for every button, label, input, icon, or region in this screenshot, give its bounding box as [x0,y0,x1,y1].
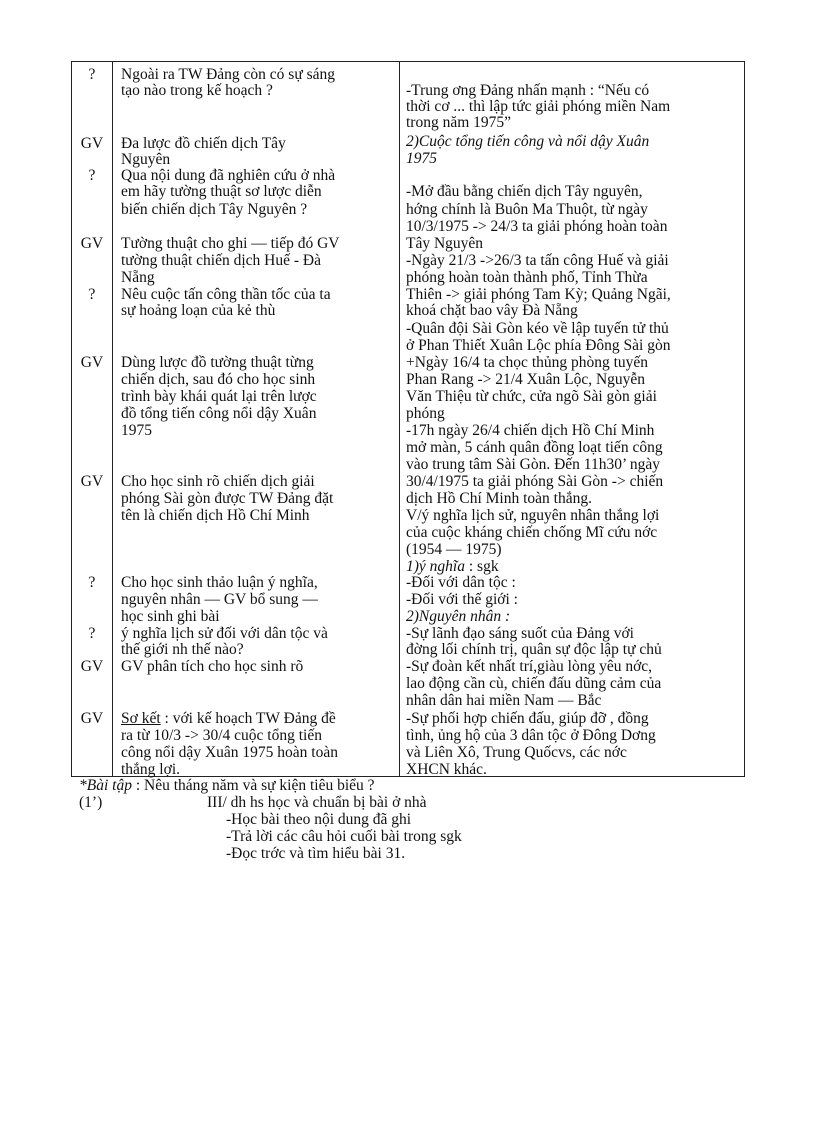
role-cell: ? [88,625,96,642]
meaning-text: : sgk [468,558,499,575]
teacher-line: ý nghĩa lịch sử đối với dân tộc và [121,625,328,642]
content-line: vào trung tâm Sài Gòn. Đến 11h30’ ngày [406,456,660,473]
content-line: ở Phan Thiết Xuân Lộc phía Đông Sài gòn [406,337,671,354]
teacher-line [121,711,336,727]
role-cell: GV [80,473,104,490]
teacher-line: nguyên nhân — GV bổ sung — [121,591,318,608]
teacher-line: chiến dịch, sau đó cho học sinh [121,371,316,388]
content-line: -Sự lãnh đạo sáng suốt của Đảng với [406,625,634,642]
content-line [406,559,499,575]
homework-task: -Học bài theo nội dung đã ghi [226,811,412,828]
content-line: -Đối với dân tộc : [406,574,516,591]
teacher-line: tên là chiến dịch Hồ Chí Minh [121,507,310,524]
teacher-line: phóng Sài gòn được TW Đảng đặt [121,490,334,507]
role-cell: ? [88,574,96,591]
teacher-line: em hãy tường thuật sơ lược diễn [121,183,322,200]
content-line: thời cơ ... thì lập tức giải phóng miền Nam [406,98,671,115]
content-line: -Sự đoàn kết nhất trí,giàu lòng yêu nớc, [406,658,653,675]
content-line: phóng [406,405,445,422]
role-cell: GV [80,135,104,152]
content-line: XHCN khác. [406,761,487,778]
teacher-line: Dùng lược đồ tường thuật từng [121,354,314,371]
role-cell: ? [88,286,96,303]
teacher-line: ra từ 10/3 -> 30/4 cuộc tổng tiến [121,727,322,744]
content-heading: 1975 [406,150,437,167]
exercise-text: : Nêu tháng năm và sự kiện tiêu biểu ? [135,777,375,794]
teacher-line: sự hoảng loạn của kẻ thù [121,302,276,319]
content-line: -Trung ơng Đảng nhấn mạnh : “Nếu có [406,82,650,99]
content-line: -Đối với thế giới : [406,591,518,608]
content-line: của cuộc kháng chiến chống Mĩ cứu nớc [406,524,658,541]
teacher-line: Cho học sinh thảo luận ý nghĩa, [121,574,318,591]
content-line: Thiên -> giải phóng Tam Kỳ; Quảng Ngãi, [406,286,671,303]
content-line: V/ý nghĩa lịch sử, nguyên nhân thắng lợi [406,507,660,524]
content-heading: 2)Cuộc tổng tiến công và nổi dậy Xuân [406,133,650,150]
content-line: đờng lối chính trị, quân sự độc lập tự chủ [406,641,662,658]
teacher-line: Qua nội dung đã nghiên cứu ở nhà [121,167,336,184]
content-line: lao động cần cù, chiến đấu dũng cảm của [406,675,662,692]
teacher-line: Nẵng [121,269,155,286]
teacher-line: biến chiến dịch Tây Nguyên ? [121,201,308,218]
homework-task: -Trả lời các câu hỏi cuối bài trong sgk [226,828,462,845]
role-cell: GV [80,710,104,727]
role-cell: GV [80,235,104,252]
content-line: -Mở đầu bằng chiến dịch Tây nguyên, [406,183,643,200]
content-line: trong năm 1975” [406,114,512,131]
teacher-line: Cho học sinh rõ chiến dịch giải [121,473,315,490]
teacher-line: Tường thuật cho ghi — tiếp đó GV [121,235,340,252]
homework-task: -Đọc trớc và tìm hiểu bài 31. [226,845,406,862]
content-line: 10/3/1975 -> 24/3 ta giải phóng hoàn toàn [406,218,668,235]
teacher-line: thế giới nh thế nào? [121,641,244,658]
role-cell: ? [88,167,96,184]
content-line: -Quân đội Sài Gòn kéo về lập tuyến tử thủ [406,320,669,337]
content-line: phóng hoàn toàn thành phố, Tỉnh Thừa [406,269,648,286]
content-line: nhân dân hai miền Nam — Bắc [406,692,602,709]
content-line: +Ngày 16/4 ta chọc thủng phòng tuyến [406,354,649,371]
content-heading: 2)Nguyên nhân : [406,608,511,625]
teacher-line: đồ tổng tiến công nổi dậy Xuân [121,405,317,422]
content-line: Tây Nguyên [406,235,484,252]
summary-text: : với kế hoạch TW Đảng đề [164,710,336,727]
summary-label: Sơ kết [121,710,161,727]
exercise-line [79,778,375,794]
content-line: -Ngày 21/3 ->26/3 ta tấn công Huế và giải [406,252,669,269]
lesson-table [71,61,745,777]
teacher-line: trình bày khái quát lại trên lược [121,388,317,405]
teacher-line: Đa lược đồ chiến dịch Tây [121,135,286,152]
teacher-line: Ngoài ra TW Đảng còn có sự sáng [121,66,336,83]
teacher-line: GV phân tích cho học sinh rõ [121,658,304,675]
role-cell: GV [80,658,104,675]
content-line: Văn Thiệu từ chức, cửa ngõ Sài gòn giải [406,388,657,405]
homework-heading: III/ dh hs học và chuẩn bị bài ở nhà [207,794,427,811]
role-cell: GV [80,354,104,371]
content-line: -17h ngày 26/4 chiến dịch Hồ Chí Minh [406,422,655,439]
role-cell: ? [88,66,96,83]
time-label: (1’) [79,794,103,811]
content-line: 30/4/1975 ta giải phóng Sài Gòn -> chiến [406,473,664,490]
teacher-line: công nổi dậy Xuân 1975 hoàn toàn [121,744,338,761]
content-line: tình, ủng hộ của 3 dân tộc ở Đông Dơng [406,727,656,744]
teacher-line: Nguyên [121,151,171,168]
content-line: mở màn, 5 cánh quân đồng loạt tiến công [406,439,663,456]
column-divider [399,62,400,776]
teacher-line: thắng lợi. [121,761,180,778]
content-line: hớng chính là Buôn Ma Thuột, từ ngày [406,201,648,218]
teacher-line: tường thuật chiến dịch Huế - Đà [121,252,321,269]
content-line: khoá chặt bao vây Đà Nẵng [406,302,578,319]
teacher-line: học sinh ghi bài [121,608,220,625]
content-line: (1954 — 1975) [406,541,502,558]
teacher-line: tạo nào trong kế hoạch ? [121,82,273,99]
column-divider [112,62,113,776]
exercise-label: *Bài tập [79,777,132,794]
teacher-line: 1975 [121,422,152,439]
meaning-heading: 1)ý nghĩa [406,558,465,575]
content-line: và Liên Xô, Trung Quốcvs, các nớc [406,744,627,761]
content-line: Phan Rang -> 21/4 Xuân Lộc, Nguyễn [406,371,646,388]
content-line: -Sự phối hợp chiến đấu, giúp đỡ , đồng [406,710,649,727]
content-line: dịch Hồ Chí Minh toàn thắng. [406,490,592,507]
teacher-line: Nêu cuộc tấn công thần tốc của ta [121,286,331,303]
